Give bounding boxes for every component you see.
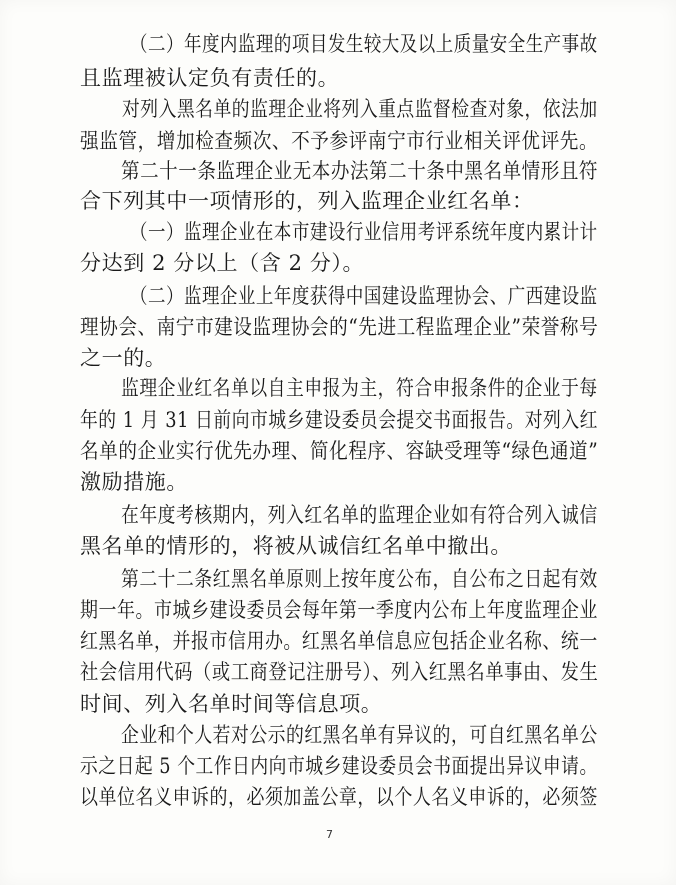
text-line: 黑名单的情形的，将被从诚信红名单中撤出。 bbox=[80, 534, 512, 558]
text-line: 监理企业红名单以自主申报为主，符合申报条件的企业于每 bbox=[121, 376, 598, 400]
text-line: 强监管，增加检查频次、不予参评南宁市行业相关评优评先。 bbox=[80, 129, 599, 153]
text-line: 年的 1 月 31 日前向市城乡建设委员会提交书面报告。对列入红 bbox=[80, 408, 598, 432]
text-line: 社会信用代码（或工商登记注册号）、列入红黑名单事由、发生 bbox=[80, 660, 599, 684]
text-line: 时间、列入名单时间等信息项。 bbox=[80, 692, 383, 716]
text-line: 激励措施。 bbox=[80, 470, 188, 494]
text-line: 对列入黑名单的监理企业将列入重点监督检查对象，依法加 bbox=[122, 97, 598, 121]
text-line: 理协会、南宁市建设监理协会的“先进工程监理企业”荣誉称号 bbox=[80, 315, 599, 339]
text-line: 示之日起 5 个工作日内向市城乡建设委员会书面提出异议申请。 bbox=[80, 754, 598, 778]
page-number: 7 bbox=[326, 828, 333, 841]
text-line: （二）年度内监理的项目发生较大及以上质量安全生产事故 bbox=[130, 32, 598, 56]
text-line: 企业和个人若对公示的红黑名单有异议的，可自红黑名单公 bbox=[121, 723, 598, 747]
text-line: 红黑名单，并报市信用办。红黑名单信息应包括企业名称、统一 bbox=[80, 629, 598, 653]
text-line: 分达到 2 分以上（含 2 分）。 bbox=[80, 251, 365, 275]
text-line: 且监理被认定负有责任的。 bbox=[80, 66, 340, 90]
text-line: 期一年。市城乡建设委员会每年第一季度内公布上年度监理企业 bbox=[80, 598, 598, 622]
text-line: 第二十一条监理企业无本办法第二十条中黑名单情形且符 bbox=[121, 159, 598, 183]
text-line: 合下列其中一项情形的，列入监理企业红名单： bbox=[80, 189, 534, 213]
text-line: （一）监理企业在本市建设行业信用考评系统年度内累计计 bbox=[130, 220, 598, 244]
text-line: 之一的。 bbox=[80, 346, 167, 370]
text-line: 名单的企业实行优先办理、简化程序、容缺受理等“绿色通道” bbox=[80, 439, 599, 463]
text-line: （二）监理企业上年度获得中国建设监理协会、广西建设监 bbox=[130, 284, 598, 308]
text-line: 在年度考核期内，列入红名单的监理企业如有符合列入诚信 bbox=[121, 503, 598, 527]
text-line: 第二十二条红黑名单原则上按年度公布，自公布之日起有效 bbox=[121, 567, 598, 591]
text-line: 以单位名义申诉的，必须加盖公章，以个人名义申诉的，必须签 bbox=[80, 785, 598, 809]
